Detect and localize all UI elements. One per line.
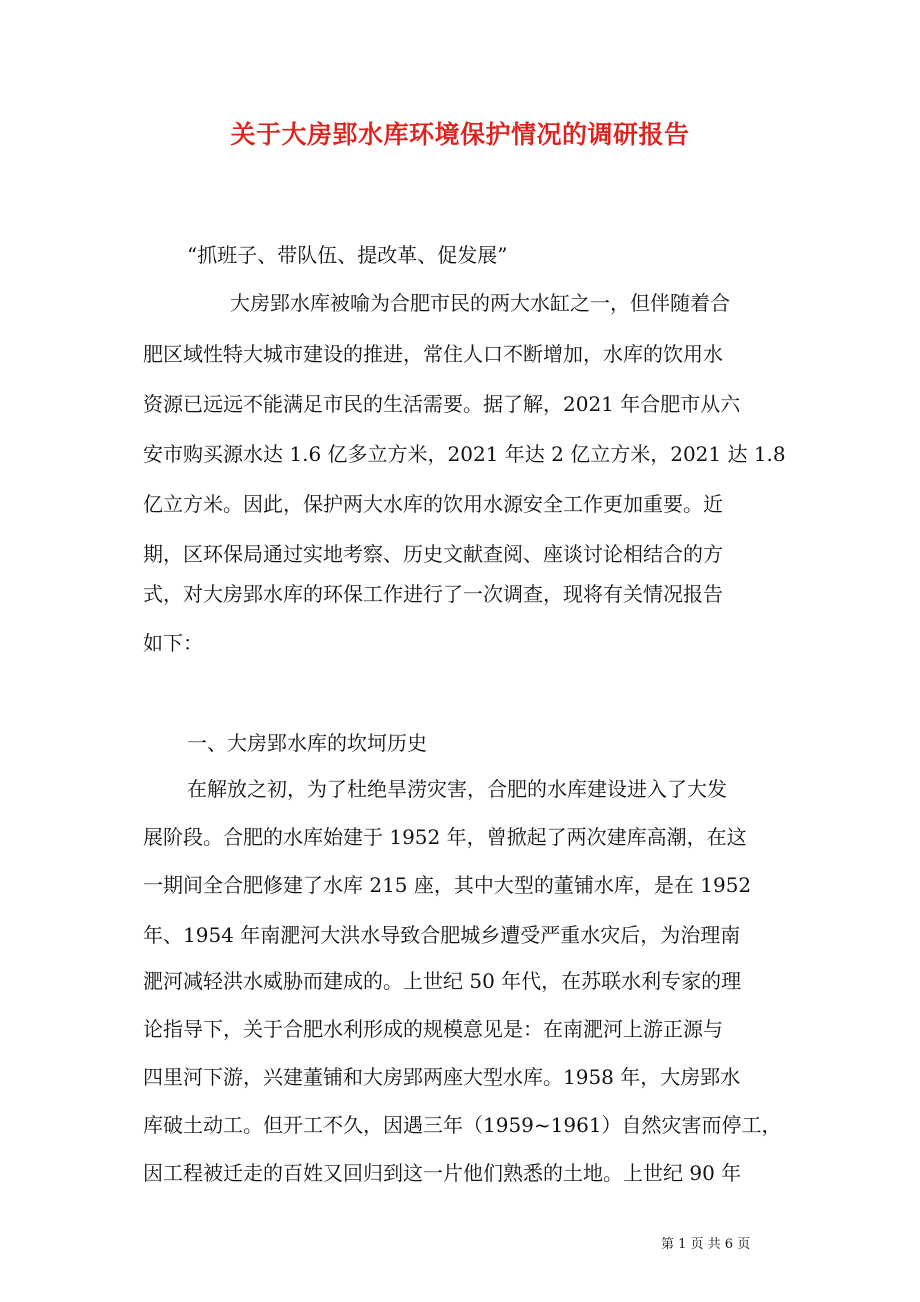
intro-line-3: 资源已远远不能满足市民的生活需要。据了解，2021 年合肥市从六 [143, 392, 741, 416]
page-number-footer: 第 1 页 共 6 页 [661, 1237, 751, 1252]
section-line-6: 论指导下，关于合肥水利形成的规模意见是：在南淝河上游正源与 [143, 1017, 723, 1041]
document-title: 关于大房郢水库环境保护情况的调研报告 [230, 120, 690, 149]
intro-line-1: 大房郢水库被喻为合肥市民的两大水缸之一，但伴随着合 [230, 291, 730, 315]
section-line-2: 展阶段。合肥的水库始建于 1952 年，曾掀起了两次建库高潮，在这 [143, 825, 747, 849]
intro-line-2: 肥区域性特大城市建设的推进，常住人口不断增加，水库的饮用水 [143, 342, 723, 366]
intro-line-4: 安市购买源水达 1.6 亿多立方米，2021 年达 2 亿立方米，2021 达 1.8 [143, 442, 786, 466]
intro-line-5: 亿立方米。因此，保护两大水库的饮用水源安全工作更加重要。近 [143, 492, 723, 516]
section-heading: 一、大房郢水库的坎坷历史 [187, 731, 427, 755]
intro-line-6: 期，区环保局通过实地考察、历史文献查阅、座谈讨论相结合的方 [143, 542, 723, 566]
section-line-8: 库破土动工。但开工不久，因遇三年（1959~1961）自然灾害而停工， [143, 1113, 782, 1137]
intro-line-7: 式，对大房郢水库的环保工作进行了一次调查，现将有关情况报告 [143, 582, 723, 606]
section-line-7: 四里河下游，兴建董铺和大房郢两座大型水库。1958 年，大房郢水 [143, 1065, 741, 1089]
section-line-4: 年、1954 年南淝河大洪水导致合肥城乡遭受严重水灾后，为治理南 [143, 923, 741, 947]
section-line-5: 淝河减轻洪水威胁而建成的。上世纪 50 年代，在苏联水利专家的理 [143, 969, 742, 993]
section-line-9: 因工程被迁走的百姓又回归到这一片他们熟悉的土地。上世纪 90 年 [143, 1161, 742, 1185]
slogan-line: “抓班子、带队伍、提改革、促发展” [187, 243, 508, 267]
section-line-3: 一期间全合肥修建了水库 215 座，其中大型的董铺水库，是在 1952 [143, 873, 752, 897]
section-line-1: 在解放之初，为了杜绝旱涝灾害，合肥的水库建设进入了大发 [187, 777, 727, 801]
intro-line-8: 如下： [143, 631, 203, 655]
